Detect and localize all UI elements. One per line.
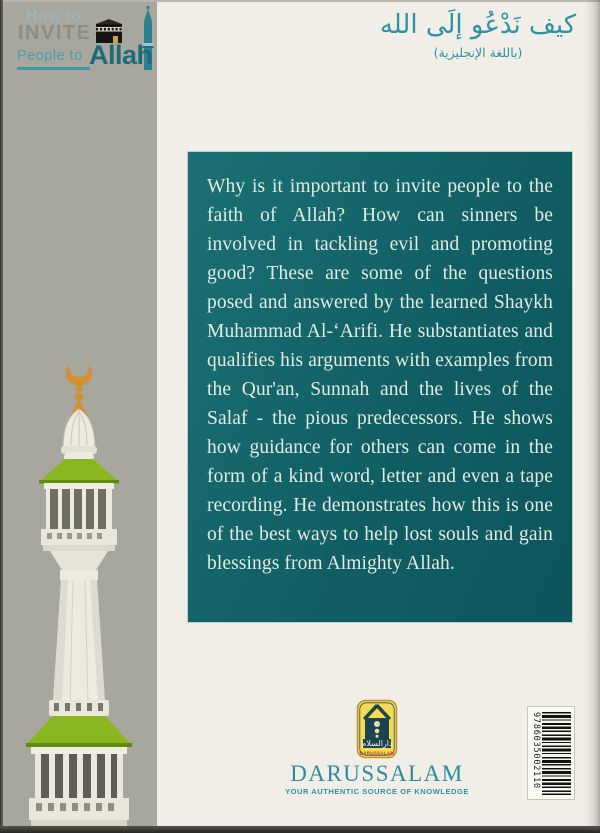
logo-caption-text: DARUSSALAM <box>359 750 395 756</box>
publisher-name: DARUSSALAM <box>290 761 464 786</box>
page-edge-bottom <box>0 826 600 833</box>
darussalam-logo <box>356 699 398 761</box>
publisher-tagline: YOUR AUTHENTIC SOURCE OF KNOWLEDGE <box>285 787 469 796</box>
page-edge-right <box>586 0 600 833</box>
logo-arabic-text: دارالسلام <box>361 739 393 748</box>
left-gray-panel <box>2 2 157 826</box>
brand-people-to: People to <box>17 48 83 64</box>
barcode <box>527 706 575 800</box>
brand-how-to: How to <box>26 8 82 25</box>
page-edge-top <box>0 0 600 2</box>
synopsis-text: Why is it important to invite people to the faith of Allah? How can sinners be involved in tackling evil and promoting good? These are some of the questions posed and answered by the learned Shaykh Muhammad Al-‘Arifi. He substantiates and qualifies his arguments with examples from the Qur'an, Sunnah and the lives of the Salaf - the pious predecessors. He shows how guidance for others can come in the form of a kind word, letter and even a tape recording. He demonstrates how this is one of the best ways to help lost souls and gain blessings from Almighty Allah. <box>207 176 553 574</box>
barcode-bars <box>542 712 571 795</box>
publisher-block <box>270 699 484 796</box>
arabic-subtitle: (باللغة الإنجليزية) <box>433 45 523 60</box>
minaret-photo <box>2 342 158 833</box>
synopsis-panel <box>188 152 572 622</box>
brand-allah: Allah <box>89 40 153 70</box>
arabic-title: كيف نَدْعُو إلَى الله <box>379 10 577 40</box>
barcode-number: 9786035002110 <box>531 712 541 789</box>
page-edge-left <box>0 0 3 833</box>
brand-invite: INVITE <box>18 22 92 44</box>
brand-underline <box>17 67 90 70</box>
arabic-title-block <box>350 8 600 60</box>
